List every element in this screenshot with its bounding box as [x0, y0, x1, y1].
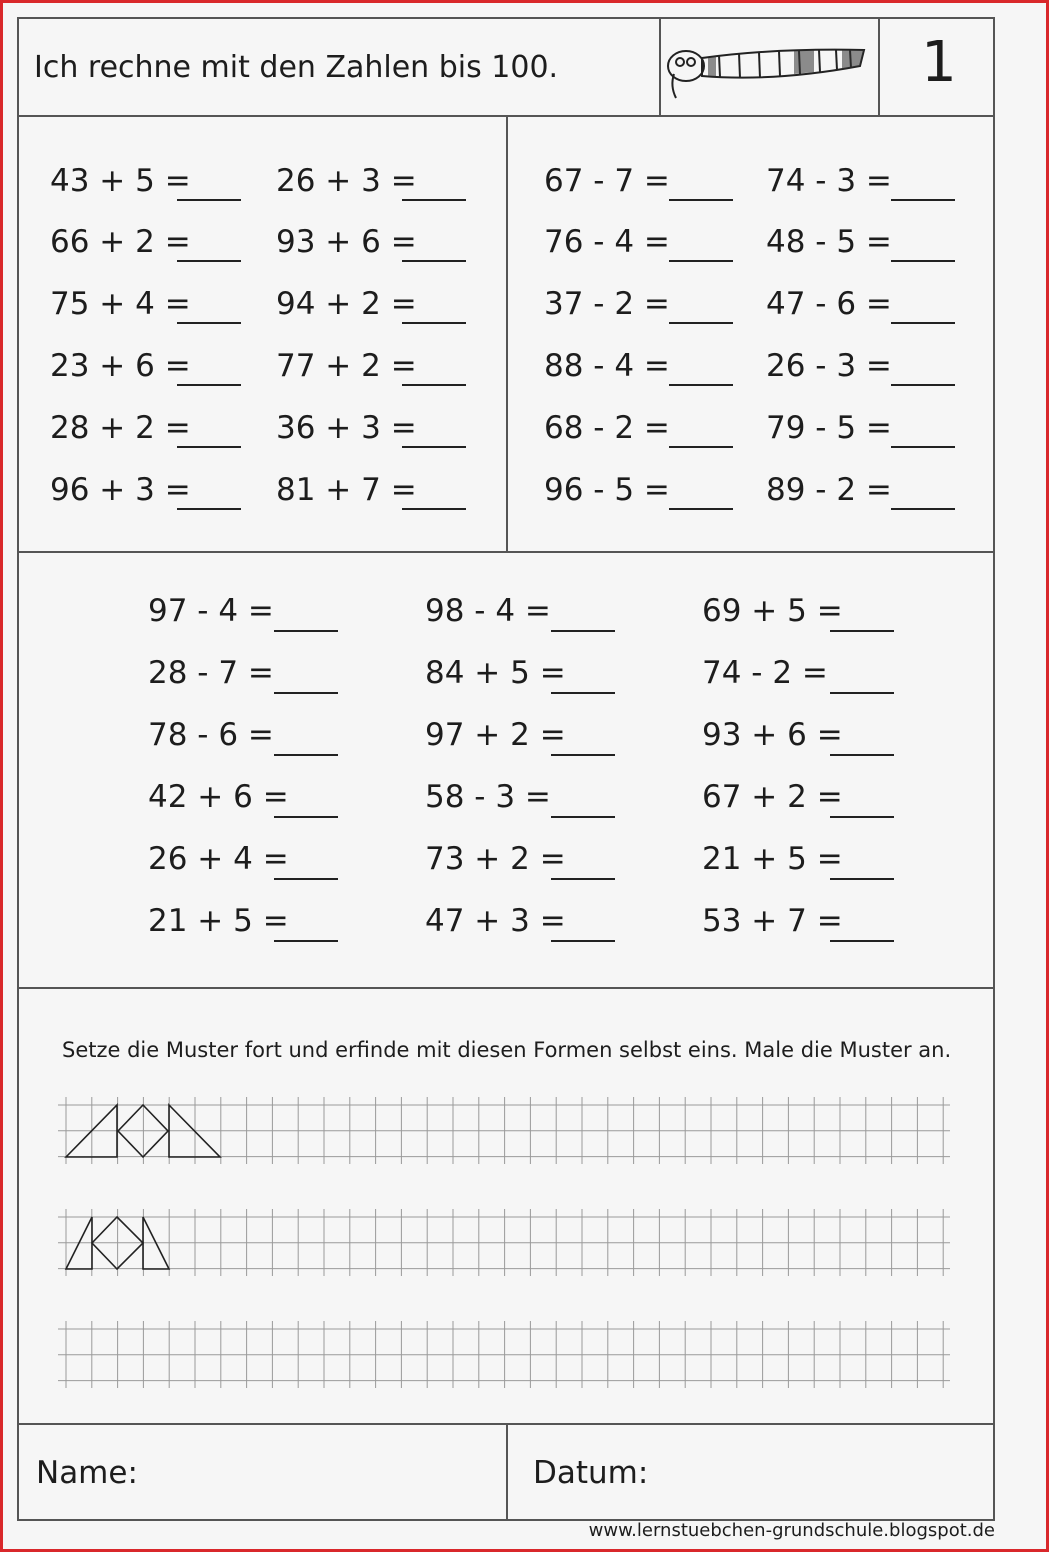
eq-m2-1: 84 + 5 = [425, 655, 566, 691]
answer-blank[interactable] [891, 260, 955, 262]
answer-blank[interactable] [274, 630, 338, 632]
answer-blank[interactable] [177, 322, 241, 324]
eq-m1-5: 21 + 5 = [148, 903, 289, 939]
answer-blank[interactable] [669, 446, 733, 448]
answer-blank[interactable] [274, 878, 338, 880]
eq-tr2-4: 79 - 5 = [766, 410, 892, 446]
eq-tr1-2: 37 - 2 = [544, 286, 670, 322]
answer-blank[interactable] [402, 446, 466, 448]
answer-blank[interactable] [891, 446, 955, 448]
website-credit: www.lernstuebchen-grundschule.blogspot.de [588, 1520, 995, 1541]
answer-blank[interactable] [177, 260, 241, 262]
answer-blank[interactable] [669, 384, 733, 386]
answer-blank[interactable] [402, 199, 466, 201]
eq-m1-3: 42 + 6 = [148, 779, 289, 815]
answer-blank[interactable] [551, 940, 615, 942]
eq-tr2-3: 26 - 3 = [766, 348, 892, 384]
eq-m3-4: 21 + 5 = [702, 841, 843, 877]
triangle-shape [143, 1217, 169, 1269]
eq-tl1-0: 43 + 5 = [50, 163, 191, 199]
eq-tr2-1: 48 - 5 = [766, 224, 892, 260]
answer-blank[interactable] [891, 384, 955, 386]
answer-blank[interactable] [274, 940, 338, 942]
answer-blank[interactable] [177, 508, 241, 510]
pattern-row-2-shapes [56, 1206, 256, 1276]
answer-blank[interactable] [274, 692, 338, 694]
name-label: Name: [36, 1455, 138, 1491]
eq-tl2-1: 93 + 6 = [276, 224, 417, 260]
eq-tl2-5: 81 + 7 = [276, 472, 417, 508]
eq-m2-4: 73 + 2 = [425, 841, 566, 877]
date-label: Datum: [533, 1455, 649, 1491]
eq-tr2-2: 47 - 6 = [766, 286, 892, 322]
answer-blank[interactable] [551, 878, 615, 880]
answer-blank[interactable] [551, 754, 615, 756]
eq-tl2-3: 77 + 2 = [276, 348, 417, 384]
answer-blank[interactable] [669, 199, 733, 201]
eq-tr2-5: 89 - 2 = [766, 472, 892, 508]
answer-blank[interactable] [402, 508, 466, 510]
triangle-shape [169, 1105, 220, 1157]
answer-blank[interactable] [669, 508, 733, 510]
answer-blank[interactable] [402, 384, 466, 386]
eq-tl1-3: 23 + 6 = [50, 348, 191, 384]
answer-blank[interactable] [177, 446, 241, 448]
answer-blank[interactable] [830, 692, 894, 694]
eq-m3-1: 74 - 2 = [702, 655, 828, 691]
answer-blank[interactable] [830, 816, 894, 818]
answer-blank[interactable] [830, 630, 894, 632]
eq-m3-2: 93 + 6 = [702, 717, 843, 753]
eq-tr1-5: 96 - 5 = [544, 472, 670, 508]
date-field[interactable] [655, 1440, 975, 1500]
answer-blank[interactable] [551, 630, 615, 632]
eq-tl2-4: 36 + 3 = [276, 410, 417, 446]
answer-blank[interactable] [177, 384, 241, 386]
eq-m3-5: 53 + 7 = [702, 903, 843, 939]
answer-blank[interactable] [177, 199, 241, 201]
diamond-shape [92, 1217, 143, 1269]
triangle-shape [66, 1217, 92, 1269]
eq-m1-4: 26 + 4 = [148, 841, 289, 877]
answer-blank[interactable] [830, 754, 894, 756]
eq-tl1-1: 66 + 2 = [50, 224, 191, 260]
eq-tl2-2: 94 + 2 = [276, 286, 417, 322]
pattern-instruction: Setze die Muster fort und erfinde mit diesen Formen selbst eins. Male die Muster an. [62, 1038, 952, 1062]
answer-blank[interactable] [402, 260, 466, 262]
eq-tr1-1: 76 - 4 = [544, 224, 670, 260]
diamond-shape [118, 1105, 168, 1157]
eq-tl1-2: 75 + 4 = [50, 286, 191, 322]
answer-blank[interactable] [669, 322, 733, 324]
eq-tr2-0: 74 - 3 = [766, 163, 892, 199]
eq-m1-0: 97 - 4 = [148, 593, 274, 629]
eq-tr1-0: 67 - 7 = [544, 163, 670, 199]
worm-icon [664, 36, 874, 108]
pattern-grid-3[interactable] [56, 1318, 950, 1388]
eq-tl1-4: 28 + 2 = [50, 410, 191, 446]
eq-m2-2: 97 + 2 = [425, 717, 566, 753]
answer-blank[interactable] [891, 508, 955, 510]
eq-m3-0: 69 + 5 = [702, 593, 843, 629]
eq-tl1-5: 96 + 3 = [50, 472, 191, 508]
answer-blank[interactable] [402, 322, 466, 324]
answer-blank[interactable] [551, 816, 615, 818]
eq-m2-5: 47 + 3 = [425, 903, 566, 939]
eq-m3-3: 67 + 2 = [702, 779, 843, 815]
answer-blank[interactable] [274, 816, 338, 818]
answer-blank[interactable] [830, 878, 894, 880]
answer-blank[interactable] [669, 260, 733, 262]
answer-blank[interactable] [891, 199, 955, 201]
eq-m1-2: 78 - 6 = [148, 717, 274, 753]
page-title: Ich rechne mit den Zahlen bis 100. [34, 50, 559, 85]
answer-blank[interactable] [891, 322, 955, 324]
eq-tl2-0: 26 + 3 = [276, 163, 417, 199]
pattern-row-1-shapes [56, 1094, 256, 1164]
eq-tr1-3: 88 - 4 = [544, 348, 670, 384]
eq-m2-0: 98 - 4 = [425, 593, 551, 629]
sheet-number: 1 [921, 30, 957, 95]
answer-blank[interactable] [274, 754, 338, 756]
triangle-shape [66, 1105, 117, 1157]
name-field[interactable] [140, 1440, 490, 1500]
eq-m1-1: 28 - 7 = [148, 655, 274, 691]
answer-blank[interactable] [830, 940, 894, 942]
eq-m2-3: 58 - 3 = [425, 779, 551, 815]
answer-blank[interactable] [551, 692, 615, 694]
eq-tr1-4: 68 - 2 = [544, 410, 670, 446]
